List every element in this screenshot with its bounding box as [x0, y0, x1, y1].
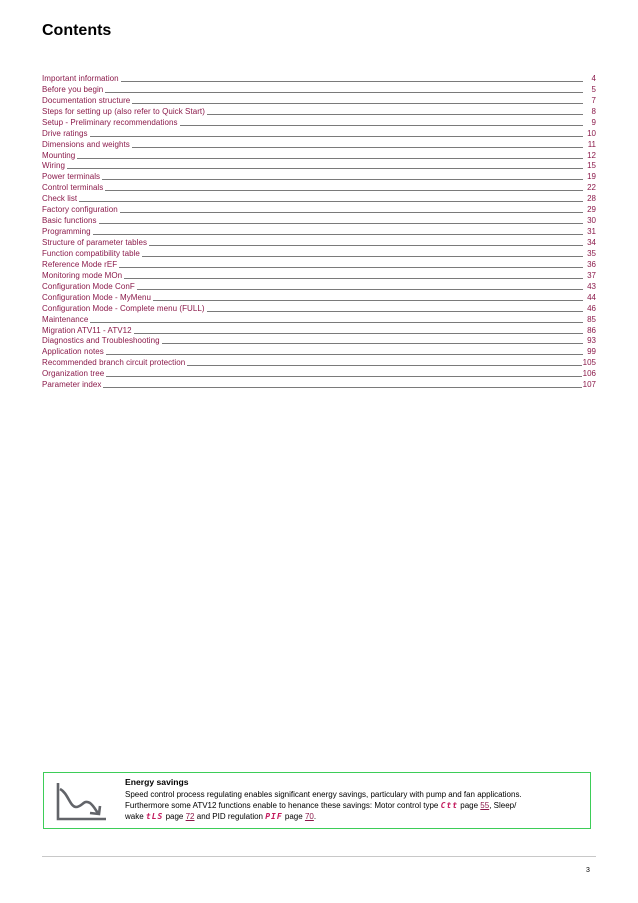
toc-entry-page[interactable]: 30	[587, 216, 596, 226]
toc-entry-page[interactable]: 10	[587, 128, 596, 138]
toc-leader-line	[207, 114, 583, 115]
toc-leader-line	[90, 136, 583, 137]
toc-entry[interactable]	[42, 314, 596, 325]
page-number: 3	[586, 867, 590, 874]
toc-entry-label[interactable]: Control terminals	[42, 183, 104, 193]
toc-entry-label[interactable]: Application notes	[42, 347, 104, 357]
toc-entry[interactable]	[42, 171, 596, 182]
toc-entry[interactable]	[42, 95, 596, 106]
toc-entry-label[interactable]: Dimensions and weights	[42, 139, 130, 149]
toc-entry-label[interactable]: Basic functions	[42, 216, 97, 226]
toc-entry-label[interactable]: Setup - Preliminary recommendations	[42, 117, 178, 127]
toc-entry[interactable]	[42, 182, 596, 193]
toc-leader-line	[105, 190, 583, 191]
toc-entry[interactable]	[42, 150, 596, 161]
table-of-contents	[42, 73, 596, 390]
toc-leader-line	[119, 267, 583, 268]
toc-entry-label[interactable]: Function compatibility table	[42, 248, 140, 258]
footer-divider	[42, 856, 596, 857]
link-page-55[interactable]: 55	[480, 801, 490, 810]
energy-savings-title: Energy savings	[125, 777, 189, 787]
toc-entry-label[interactable]: Documentation structure	[42, 95, 131, 105]
toc-entry[interactable]	[42, 303, 596, 314]
toc-entry[interactable]	[42, 84, 596, 95]
toc-entry-label[interactable]: Factory configuration	[42, 205, 118, 215]
toc-entry[interactable]	[42, 226, 596, 237]
toc-leader-line	[99, 223, 583, 224]
toc-leader-line	[137, 289, 583, 290]
toc-entry-page[interactable]: 37	[587, 270, 596, 280]
toc-entry-page[interactable]: 35	[587, 248, 596, 258]
toc-entry-label[interactable]: Structure of parameter tables	[42, 238, 148, 247]
toc-entry[interactable]	[42, 292, 596, 303]
toc-entry-label[interactable]: Organization tree	[42, 369, 105, 379]
toc-entry-page[interactable]: 106	[582, 369, 596, 379]
toc-entry[interactable]	[42, 270, 596, 281]
toc-leader-line	[180, 125, 583, 126]
toc-entry-label[interactable]: Power terminals	[42, 172, 101, 182]
toc-entry-page[interactable]: 8	[591, 106, 596, 116]
toc-leader-line	[105, 92, 583, 93]
toc-entry-label[interactable]: Parameter index	[42, 380, 102, 390]
toc-entry-page[interactable]: 46	[587, 303, 596, 313]
toc-entry-page[interactable]: 31	[587, 227, 596, 237]
text-pid: and PID regulation	[194, 812, 266, 821]
toc-entry[interactable]	[42, 106, 596, 117]
toc-entry-page[interactable]: 34	[587, 238, 596, 247]
toc-entry[interactable]	[42, 204, 596, 215]
code-ctt: Ctt	[440, 801, 459, 810]
toc-entry-label[interactable]: Configuration Mode - Complete menu (FULL)	[42, 303, 205, 313]
toc-entry-label[interactable]: Steps for setting up (also refer to Quick Start)	[42, 106, 205, 116]
toc-entry-page[interactable]: 99	[587, 347, 596, 357]
toc-entry-page[interactable]: 11	[587, 139, 596, 149]
energy-savings-text-1: Speed control process regulating enables significant energy savings, particulary with pump and fan applications.	[125, 790, 522, 799]
toc-leader-line	[90, 322, 583, 323]
toc-leader-line	[93, 234, 583, 235]
declining-curve-icon	[54, 779, 110, 823]
toc-entry[interactable]	[42, 379, 596, 390]
toc-entry[interactable]	[42, 281, 596, 292]
toc-entry-label[interactable]: Programming	[42, 227, 91, 237]
toc-leader-line	[162, 343, 583, 344]
toc-leader-line	[120, 212, 583, 213]
toc-entry-label[interactable]: Configuration Mode ConF	[42, 281, 135, 291]
link-page-70[interactable]: 70	[304, 812, 314, 821]
toc-entry-label[interactable]: Drive ratings	[42, 128, 88, 138]
toc-entry[interactable]	[42, 193, 596, 204]
toc-leader-line	[207, 311, 583, 312]
toc-leader-line	[67, 168, 583, 169]
text-page: page	[458, 801, 481, 810]
toc-leader-line	[102, 179, 583, 180]
toc-entry-page[interactable]: 86	[587, 325, 596, 335]
toc-entry-page[interactable]: 107	[582, 380, 596, 390]
toc-leader-line	[77, 158, 583, 159]
toc-entry[interactable]	[42, 336, 596, 347]
code-tls: tLS	[145, 812, 164, 821]
toc-leader-line	[187, 365, 581, 366]
toc-entry[interactable]	[42, 128, 596, 139]
toc-leader-line	[103, 387, 581, 388]
toc-entry[interactable]	[42, 248, 596, 259]
toc-leader-line	[106, 376, 581, 377]
toc-leader-line	[132, 147, 583, 148]
toc-entry[interactable]	[42, 161, 596, 172]
text-page: page	[163, 812, 186, 821]
toc-entry-label[interactable]: Important information	[42, 73, 119, 83]
toc-leader-line	[132, 103, 583, 104]
toc-entry[interactable]	[42, 325, 596, 336]
toc-leader-line	[153, 300, 583, 301]
text-end: .	[313, 812, 317, 821]
energy-savings-text-2: Furthermore some ATV12 functions enable to henance these savings: Motor control type	[125, 801, 441, 810]
toc-entry-page[interactable]: 29	[587, 205, 596, 215]
toc-entry-page[interactable]: 36	[587, 259, 596, 269]
toc-entry-page[interactable]: 85	[587, 314, 596, 324]
toc-entry-page[interactable]: 5	[591, 84, 596, 94]
toc-entry-page[interactable]: 12	[587, 150, 596, 160]
toc-entry-label[interactable]: Wiring	[42, 161, 65, 171]
toc-leader-line	[142, 256, 583, 257]
toc-entry[interactable]	[42, 237, 596, 248]
toc-entry[interactable]	[42, 368, 596, 379]
toc-entry[interactable]	[42, 357, 596, 368]
toc-entry-label[interactable]: Check list	[42, 194, 78, 204]
toc-entry[interactable]	[42, 346, 596, 357]
toc-entry-label[interactable]: Monitoring mode MOn	[42, 270, 123, 280]
toc-entry-label[interactable]: Before you begin	[42, 84, 104, 94]
toc-leader-line	[106, 354, 583, 355]
toc-entry[interactable]	[42, 117, 596, 128]
toc-entry-label[interactable]: Diagnostics and Troubleshooting	[42, 336, 160, 346]
link-page-72[interactable]: 72	[185, 812, 195, 821]
toc-entry-page[interactable]: 9	[591, 117, 596, 127]
toc-leader-line	[121, 81, 583, 82]
toc-leader-line	[79, 201, 583, 202]
text-sleep: , Sleep/	[489, 801, 517, 810]
toc-entry-page[interactable]: 105	[582, 358, 596, 368]
toc-entry-label[interactable]: Recommended branch circuit protection	[42, 358, 186, 368]
toc-entry[interactable]	[42, 73, 596, 84]
code-pif: PIF	[265, 812, 283, 821]
toc-leader-line	[149, 245, 583, 246]
energy-savings-box	[43, 772, 591, 829]
toc-entry-page[interactable]: 4	[591, 73, 596, 83]
toc-entry-label[interactable]: Mounting	[42, 150, 76, 160]
toc-entry-page[interactable]: 43	[587, 281, 596, 291]
toc-entry-label[interactable]: Configuration Mode - MyMenu	[42, 292, 151, 302]
toc-entry[interactable]	[42, 139, 596, 150]
text-page: page	[282, 812, 305, 821]
toc-entry-page[interactable]: 19	[587, 172, 596, 182]
toc-entry-label[interactable]: Migration ATV11 - ATV12	[42, 325, 132, 335]
toc-entry-page[interactable]: 44	[587, 292, 596, 302]
toc-entry-label[interactable]: Maintenance	[42, 314, 89, 324]
toc-leader-line	[134, 333, 583, 334]
toc-entry-label[interactable]: Reference Mode rEF	[42, 259, 118, 269]
toc-entry-page[interactable]: 15	[587, 161, 596, 171]
toc-entry-page[interactable]: 28	[587, 194, 596, 204]
text-wake: wake	[125, 812, 146, 821]
toc-entry-page[interactable]: 93	[587, 336, 596, 346]
toc-entry-page[interactable]: 22	[587, 183, 596, 193]
toc-entry-page[interactable]: 7	[591, 95, 596, 105]
toc-entry[interactable]	[42, 259, 596, 270]
page-title: Contents	[42, 22, 112, 39]
toc-entry[interactable]	[42, 215, 596, 226]
toc-leader-line	[124, 278, 583, 279]
